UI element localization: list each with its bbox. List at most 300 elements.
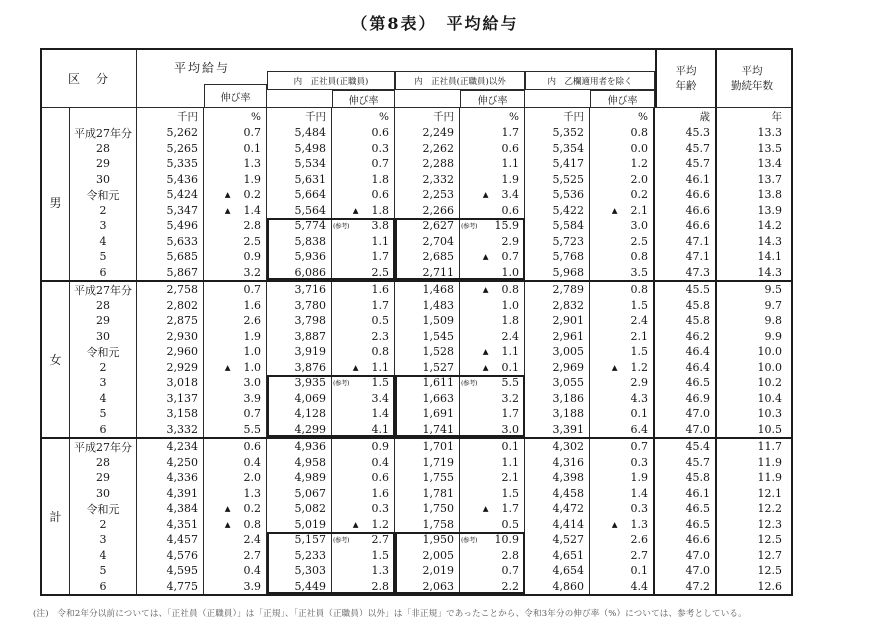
rate-cell: 0.6 — [460, 141, 525, 157]
value-cell: 5,536 — [525, 187, 590, 203]
year-cell: 4 — [70, 234, 137, 250]
year-cell: 6 — [70, 422, 137, 438]
rate-cell: 2.7 — [204, 548, 267, 564]
table-row — [70, 187, 791, 203]
rate-cell: 3.9 — [204, 579, 267, 595]
rate-cell: 2.4 — [204, 532, 267, 548]
year-cell: 6 — [70, 579, 137, 595]
unit-cell — [70, 108, 137, 125]
value-cell: 2,019 — [395, 563, 460, 579]
service-cell: 12.5 — [757, 564, 782, 578]
value-cell: 4,398 — [525, 470, 590, 486]
year-cell: 4 — [70, 548, 137, 564]
year-cell: 平成27年分 — [70, 125, 137, 141]
service-cell: 12.7 — [757, 548, 782, 562]
value-cell: 2,249 — [395, 125, 460, 141]
rate-cell — [590, 203, 655, 219]
section-rows — [70, 439, 791, 594]
rate-cell: 0.9 — [204, 249, 267, 265]
table-row — [70, 172, 791, 188]
rate-cell: 0.6 — [332, 125, 395, 141]
rate-cell: 1.3 — [204, 156, 267, 172]
table-row — [70, 203, 791, 219]
section-label: 女 — [42, 282, 70, 437]
rate-cell: 1.8 — [460, 313, 525, 329]
value-cell: 4,936 — [267, 439, 332, 455]
header-growth-rate-2: 伸び率 — [332, 90, 395, 107]
value-cell: 2,063 — [395, 579, 460, 595]
rate-cell: 0.4 — [332, 455, 395, 471]
value-cell: 2,901 — [525, 313, 590, 329]
value-cell: 2,627 — [395, 218, 460, 234]
value-cell: 3,935 — [267, 375, 332, 391]
table-section — [42, 125, 791, 280]
value-cell: 4,384 — [137, 501, 204, 517]
header-average-salary: 平均給与 — [137, 50, 267, 84]
negative-triangle-marker: ▲ — [224, 519, 231, 529]
table-row — [70, 249, 791, 265]
value-cell: 5,867 — [137, 265, 204, 281]
header-growth-rate-3: 伸び率 — [460, 90, 525, 107]
value-cell: 5,424 — [137, 187, 204, 203]
value-cell: 1,758 — [395, 517, 460, 533]
rate-value: 1.7 — [501, 502, 519, 516]
rate-cell: 1.3 — [332, 563, 395, 579]
rate-cell: 0.7 — [204, 125, 267, 141]
table-row — [70, 298, 791, 314]
value-cell: 2,930 — [137, 329, 204, 345]
rate-cell — [332, 360, 395, 376]
rate-cell: 1.6 — [204, 298, 267, 314]
rate-cell: 2.9 — [590, 375, 655, 391]
value-cell: 5,303 — [267, 563, 332, 579]
rate-cell: 1.0 — [204, 344, 267, 360]
rate-value: 0.2 — [243, 188, 261, 202]
negative-triangle-marker: ▲ — [611, 205, 618, 215]
rate-cell: 0.7 — [332, 156, 395, 172]
age-cell: 46.6 — [655, 203, 717, 219]
year-cell: 28 — [70, 298, 137, 314]
year-cell: 5 — [70, 249, 137, 265]
rate-cell — [460, 360, 525, 376]
header-non-regular-employee: 内 正社員(正職員)以外 — [395, 71, 525, 90]
unit-cell: % — [590, 108, 655, 125]
rate-cell: 1.9 — [590, 470, 655, 486]
service-cell: 12.5 — [757, 533, 782, 547]
value-cell: 6,086 — [267, 265, 332, 281]
rate-cell — [332, 203, 395, 219]
header-regular-employee: 内 正社員(正職員) — [267, 71, 395, 90]
reference-marker: (参考) — [333, 536, 350, 545]
rate-cell — [460, 218, 525, 234]
rate-cell: 4.3 — [590, 391, 655, 407]
section-rows — [70, 282, 791, 437]
reference-marker: (参考) — [333, 222, 350, 231]
unit-cell: 千円 — [137, 108, 204, 125]
age-cell: 45.8 — [655, 313, 717, 329]
section-label: 計 — [42, 439, 70, 594]
page-title: （第8表） 平均給与 — [351, 14, 519, 33]
value-cell: 5,347 — [137, 203, 204, 219]
age-cell: 46.5 — [655, 501, 717, 517]
average-salary-table — [40, 48, 793, 596]
rate-cell: 1.9 — [204, 172, 267, 188]
service-cell: 13.3 — [757, 126, 782, 140]
rate-value: 1.2 — [371, 517, 389, 531]
value-cell: 2,832 — [525, 298, 590, 314]
rate-cell: 1.7 — [460, 406, 525, 422]
value-cell: 5,838 — [267, 234, 332, 250]
year-cell: 30 — [70, 172, 137, 188]
table-row — [70, 439, 791, 455]
rate-cell: 0.7 — [204, 406, 267, 422]
age-cell: 46.4 — [655, 344, 717, 360]
value-cell: 5,685 — [137, 249, 204, 265]
negative-triangle-marker: ▲ — [482, 504, 489, 514]
table-row — [70, 422, 791, 438]
age-cell: 46.1 — [655, 172, 717, 188]
negative-triangle-marker: ▲ — [482, 190, 489, 200]
header-category: 区 分 — [42, 50, 137, 107]
rate-cell: 2.4 — [460, 329, 525, 345]
negative-triangle-marker: ▲ — [224, 362, 231, 372]
rate-cell — [590, 360, 655, 376]
reference-marker: (参考) — [461, 536, 478, 545]
header-average-age — [655, 50, 717, 107]
value-cell: 3,391 — [525, 422, 590, 438]
year-cell: 令和元 — [70, 344, 137, 360]
value-cell: 5,019 — [267, 517, 332, 533]
rate-cell: 3.2 — [460, 391, 525, 407]
value-cell: 3,188 — [525, 406, 590, 422]
year-cell: 6 — [70, 265, 137, 281]
unit-cell: 歳 — [655, 108, 717, 125]
rate-cell: 1.8 — [332, 172, 395, 188]
rate-cell: 2.7 — [590, 548, 655, 564]
value-cell: 5,498 — [267, 141, 332, 157]
service-cell: 9.5 — [764, 283, 782, 297]
negative-triangle-marker: ▲ — [482, 347, 489, 357]
age-cell: 45.5 — [655, 282, 717, 298]
rate-cell: 2.5 — [332, 265, 395, 281]
rate-cell: 1.1 — [460, 156, 525, 172]
rate-cell — [460, 532, 525, 548]
value-cell: 4,414 — [525, 517, 590, 533]
rate-cell — [460, 344, 525, 360]
value-cell: 4,128 — [267, 406, 332, 422]
value-cell: 4,775 — [137, 579, 204, 595]
value-cell: 2,685 — [395, 249, 460, 265]
year-cell: 30 — [70, 486, 137, 502]
value-cell: 1,719 — [395, 455, 460, 471]
rate-value: 3.8 — [371, 219, 389, 233]
year-cell: 2 — [70, 360, 137, 376]
section-label: 男 — [42, 125, 70, 280]
year-cell: 29 — [70, 470, 137, 486]
rate-value: 0.7 — [501, 250, 519, 264]
rate-value: 1.3 — [630, 517, 648, 531]
value-cell: 1,950 — [395, 532, 460, 548]
table-row — [70, 391, 791, 407]
table-header — [42, 50, 791, 108]
value-cell: 4,989 — [267, 470, 332, 486]
value-cell: 5,157 — [267, 532, 332, 548]
value-cell: 5,968 — [525, 265, 590, 281]
value-cell: 4,234 — [137, 439, 204, 455]
value-cell: 4,391 — [137, 486, 204, 502]
rate-cell: 2.8 — [204, 218, 267, 234]
value-cell: 4,654 — [525, 563, 590, 579]
value-cell: 5,335 — [137, 156, 204, 172]
service-cell: 14.1 — [757, 250, 782, 264]
rate-value: 1.2 — [630, 360, 648, 374]
rate-cell: 4.1 — [332, 422, 395, 438]
rate-cell: 0.1 — [460, 439, 525, 455]
table-row — [70, 486, 791, 502]
rate-cell: 1.4 — [590, 486, 655, 502]
value-cell: 1,611 — [395, 375, 460, 391]
year-cell: 平成27年分 — [70, 439, 137, 455]
value-cell: 1,701 — [395, 439, 460, 455]
rate-cell: 0.3 — [332, 501, 395, 517]
negative-triangle-marker: ▲ — [224, 190, 231, 200]
value-cell: 5,633 — [137, 234, 204, 250]
table-row — [70, 125, 791, 141]
rate-cell: 1.4 — [332, 406, 395, 422]
value-cell: 2,711 — [395, 265, 460, 281]
negative-triangle-marker: ▲ — [224, 504, 231, 514]
age-cell: 46.6 — [655, 532, 717, 548]
value-cell: 4,651 — [525, 548, 590, 564]
table-row — [70, 406, 791, 422]
rate-cell: 2.1 — [590, 329, 655, 345]
rate-cell: 1.7 — [460, 125, 525, 141]
value-cell: 1,545 — [395, 329, 460, 345]
value-cell: 5,449 — [267, 579, 332, 595]
rate-cell: 4.4 — [590, 579, 655, 595]
rate-cell: 2.8 — [460, 548, 525, 564]
rate-cell — [332, 375, 395, 391]
service-cell: 10.5 — [757, 422, 782, 436]
unit-cell: 千円 — [525, 108, 590, 125]
table-row — [70, 532, 791, 548]
rate-value: 2.7 — [371, 533, 389, 547]
value-cell: 1,750 — [395, 501, 460, 517]
rate-cell: 5.5 — [204, 422, 267, 438]
value-cell: 4,336 — [137, 470, 204, 486]
rate-cell: 0.9 — [332, 439, 395, 455]
value-cell: 5,631 — [267, 172, 332, 188]
age-cell: 47.1 — [655, 234, 717, 250]
units-row — [42, 108, 791, 125]
value-cell: 1,509 — [395, 313, 460, 329]
age-cell: 45.7 — [655, 141, 717, 157]
year-cell: 令和元 — [70, 187, 137, 203]
rate-cell: 0.7 — [460, 563, 525, 579]
value-cell: 5,584 — [525, 218, 590, 234]
unit-cell — [42, 108, 70, 125]
rate-cell: 0.4 — [204, 455, 267, 471]
value-cell: 5,534 — [267, 156, 332, 172]
value-cell: 1,527 — [395, 360, 460, 376]
header-growth-rate-1: 伸び率 — [204, 84, 267, 107]
value-cell: 5,496 — [137, 218, 204, 234]
section-rows — [70, 125, 791, 280]
year-cell: 3 — [70, 375, 137, 391]
value-cell: 2,929 — [137, 360, 204, 376]
rate-cell: 0.5 — [332, 313, 395, 329]
service-cell: 12.3 — [757, 517, 782, 531]
value-cell: 3,186 — [525, 391, 590, 407]
rate-cell: 6.4 — [590, 422, 655, 438]
rate-cell: 2.0 — [590, 172, 655, 188]
rate-value: 0.8 — [243, 517, 261, 531]
value-cell: 3,887 — [267, 329, 332, 345]
rate-cell — [590, 517, 655, 533]
rate-cell: 0.6 — [332, 187, 395, 203]
age-cell: 46.2 — [655, 329, 717, 345]
service-cell: 12.1 — [757, 486, 782, 500]
value-cell: 2,758 — [137, 282, 204, 298]
rate-cell: 0.8 — [590, 282, 655, 298]
service-cell: 9.8 — [764, 314, 782, 328]
rate-cell: 3.4 — [332, 391, 395, 407]
value-cell: 4,458 — [525, 486, 590, 502]
unit-cell: 千円 — [395, 108, 460, 125]
rate-value: 5.5 — [501, 376, 519, 390]
rate-cell: 1.0 — [460, 298, 525, 314]
table-row — [70, 141, 791, 157]
service-cell: 11.9 — [757, 471, 782, 485]
value-cell: 2,332 — [395, 172, 460, 188]
rate-cell: 2.9 — [460, 234, 525, 250]
rate-cell: 1.1 — [332, 234, 395, 250]
value-cell: 5,352 — [525, 125, 590, 141]
negative-triangle-marker: ▲ — [352, 519, 359, 529]
table-row — [70, 501, 791, 517]
value-cell: 3,005 — [525, 344, 590, 360]
unit-cell: 千円 — [267, 108, 332, 125]
table-row — [70, 455, 791, 471]
value-cell: 2,253 — [395, 187, 460, 203]
rate-cell: 3.9 — [204, 391, 267, 407]
value-cell: 3,137 — [137, 391, 204, 407]
rate-cell: 2.5 — [204, 234, 267, 250]
age-cell: 45.7 — [655, 156, 717, 172]
service-cell: 10.0 — [757, 360, 782, 374]
rate-cell: 0.6 — [204, 439, 267, 455]
header-average-service-line1: 平均 — [741, 65, 763, 78]
rate-cell: 2.3 — [332, 329, 395, 345]
table-row — [70, 548, 791, 564]
year-cell: 28 — [70, 455, 137, 471]
rate-cell: 3.0 — [204, 375, 267, 391]
header-growth-rate-4: 伸び率 — [590, 90, 655, 107]
value-cell: 4,595 — [137, 563, 204, 579]
value-cell: 4,299 — [267, 422, 332, 438]
age-cell: 47.0 — [655, 422, 717, 438]
rate-value: 1.1 — [501, 345, 519, 359]
age-cell: 46.5 — [655, 517, 717, 533]
value-cell: 1,741 — [395, 422, 460, 438]
age-cell: 46.6 — [655, 187, 717, 203]
value-cell: 2,802 — [137, 298, 204, 314]
year-cell: 3 — [70, 532, 137, 548]
value-cell: 5,417 — [525, 156, 590, 172]
year-cell: 2 — [70, 517, 137, 533]
rate-cell: 0.0 — [590, 141, 655, 157]
footnote: (注) 令和2年分以前については、「正社員（正職員）」は「正規」、「正社員（正職員）以外」は「非正規」であったことから、令和3年分の伸び率（%）については、参考としている。 — [33, 609, 747, 619]
rate-value: 1.8 — [371, 203, 389, 217]
value-cell: 5,664 — [267, 187, 332, 203]
rate-cell: 1.3 — [204, 486, 267, 502]
rate-cell: 3.5 — [590, 265, 655, 281]
rate-cell — [460, 375, 525, 391]
value-cell: 1,528 — [395, 344, 460, 360]
rate-cell: 0.7 — [204, 282, 267, 298]
table-section — [42, 437, 791, 594]
value-cell: 4,527 — [525, 532, 590, 548]
value-cell: 5,723 — [525, 234, 590, 250]
age-cell: 47.0 — [655, 406, 717, 422]
service-cell: 13.5 — [757, 141, 782, 155]
service-cell: 9.7 — [764, 298, 782, 312]
rate-cell: 1.0 — [460, 265, 525, 281]
age-cell: 47.3 — [655, 265, 717, 281]
rate-cell — [204, 501, 267, 517]
year-cell: 28 — [70, 141, 137, 157]
unit-cell: % — [204, 108, 267, 125]
age-cell: 46.5 — [655, 375, 717, 391]
rate-cell: 0.8 — [590, 125, 655, 141]
age-cell: 46.6 — [655, 218, 717, 234]
value-cell: 5,564 — [267, 203, 332, 219]
rate-cell: 0.1 — [204, 141, 267, 157]
value-cell: 2,875 — [137, 313, 204, 329]
year-cell: 5 — [70, 563, 137, 579]
service-cell: 10.3 — [757, 407, 782, 421]
table-row — [70, 313, 791, 329]
value-cell: 2,005 — [395, 548, 460, 564]
table-row — [70, 344, 791, 360]
service-cell: 9.9 — [764, 329, 782, 343]
header-average-service-years — [717, 50, 787, 107]
rate-cell: 3.0 — [460, 422, 525, 438]
rate-cell: 1.7 — [332, 298, 395, 314]
service-cell: 10.0 — [757, 345, 782, 359]
value-cell: 4,351 — [137, 517, 204, 533]
service-cell: 10.4 — [757, 391, 782, 405]
year-cell: 令和元 — [70, 501, 137, 517]
age-cell: 46.9 — [655, 391, 717, 407]
age-cell: 46.1 — [655, 486, 717, 502]
rate-cell: 3.2 — [204, 265, 267, 281]
unit-cell: % — [460, 108, 525, 125]
age-cell: 45.3 — [655, 125, 717, 141]
rate-cell: 1.6 — [332, 282, 395, 298]
rate-cell: 2.8 — [332, 579, 395, 595]
rate-cell: 0.6 — [332, 470, 395, 486]
negative-triangle-marker: ▲ — [611, 519, 618, 529]
service-cell: 13.7 — [757, 172, 782, 186]
age-cell: 46.4 — [655, 360, 717, 376]
age-cell: 47.0 — [655, 548, 717, 564]
value-cell: 5,936 — [267, 249, 332, 265]
age-cell: 47.0 — [655, 563, 717, 579]
table-row — [70, 329, 791, 345]
service-cell: 14.3 — [757, 265, 782, 279]
value-cell: 4,316 — [525, 455, 590, 471]
